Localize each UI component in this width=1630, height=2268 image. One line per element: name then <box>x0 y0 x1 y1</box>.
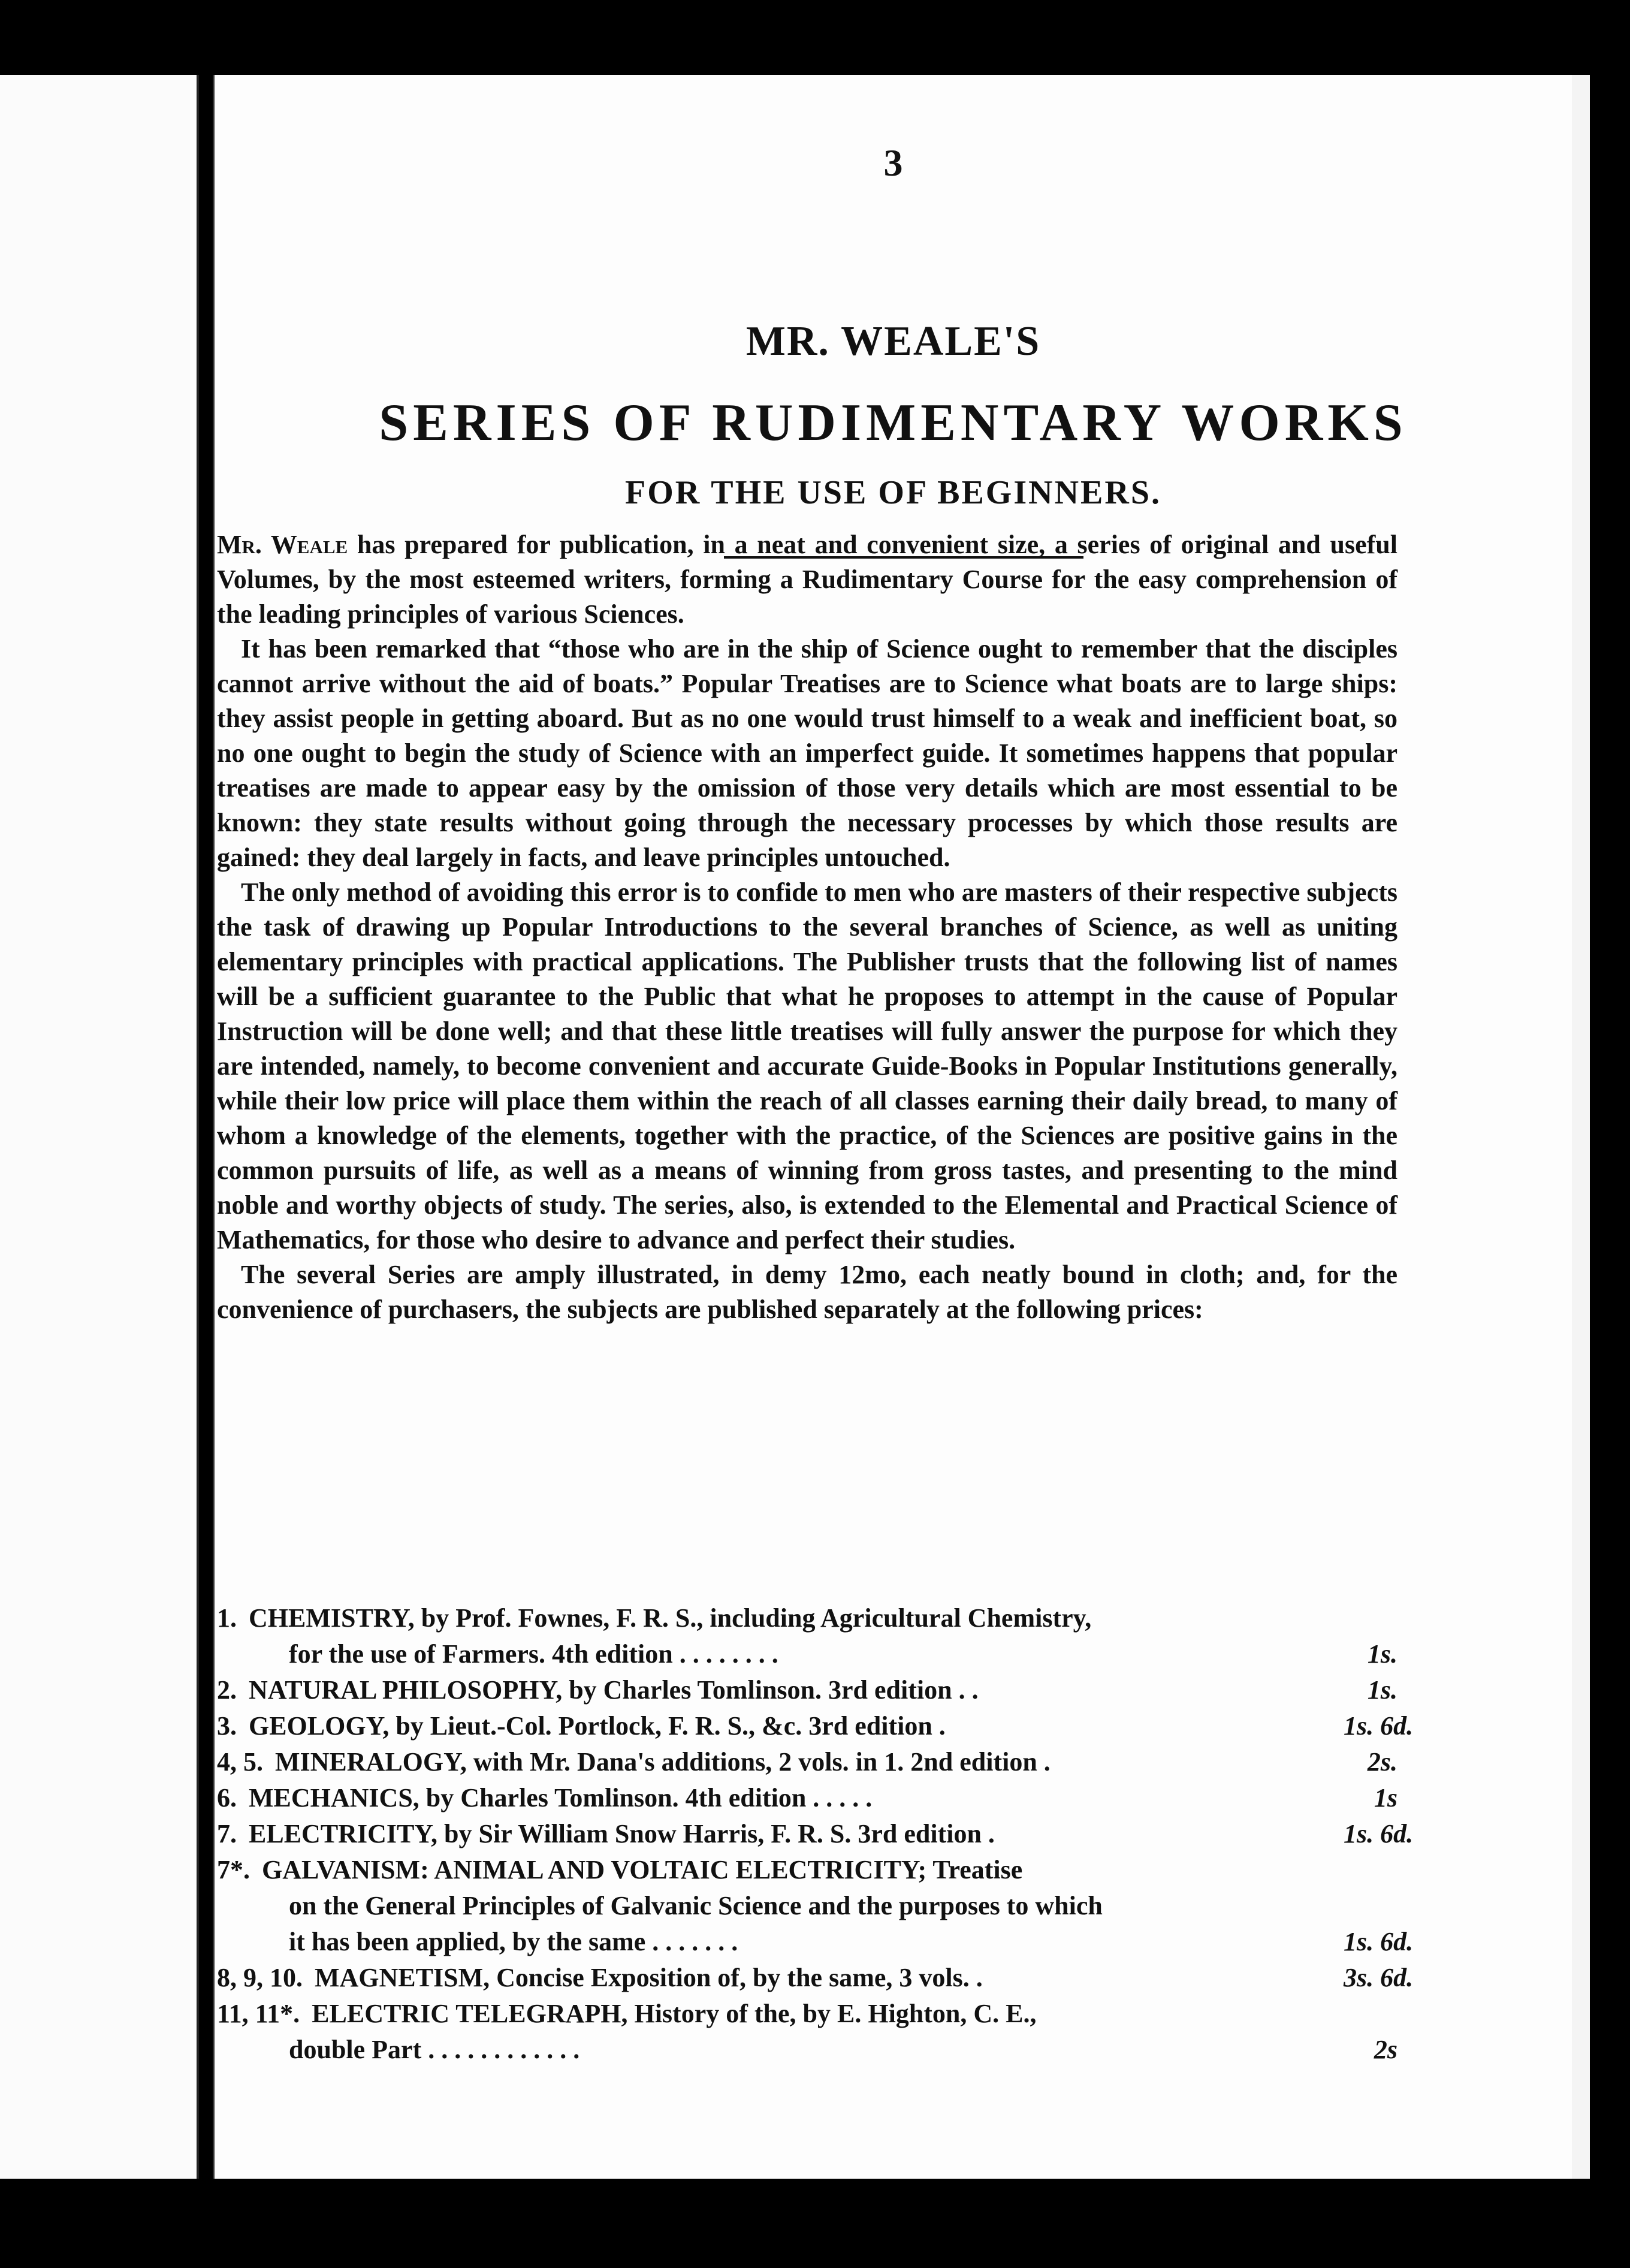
list-item <box>217 1780 1397 1816</box>
list-item-title-cont: double Part . . . . . . . . . . . . <box>289 2035 580 2064</box>
left-page-edge <box>0 75 199 2179</box>
list-item-number: 7. <box>217 1819 237 1848</box>
list-item-continuation <box>217 2032 1397 2068</box>
list-item-title: GALVANISM: ANIMAL AND VOLTAIC ELECTRICITY; Treatise <box>262 1855 1023 1884</box>
paragraph-1-text: has prepared for publication, in a neat and convenient size, a series of original and useful Volumes, by the most esteemed writers, forming a Rudimentary Course for the easy comprehension of the leading principles of various Sciences. <box>217 530 1397 629</box>
list-item-number: 3. <box>217 1711 237 1741</box>
list-item-number: 6. <box>217 1783 237 1812</box>
list-item-price: 1s <box>1374 1783 1397 1812</box>
list-item <box>217 1996 1397 2032</box>
list-item <box>217 1744 1397 1780</box>
paragraph-3: The only method of avoiding this error is to confide to men who are masters of their respective subjects the task of drawing up Popular Introductions to the several branches of Science, as well as uniting elementary principles with practical applications. The Publisher trusts that the following list of names will be a sufficient guarantee to the Public that what he proposes to attempt in the cause of Popular Instruction will be done well; and that these little treatises will fully answer the purpose for which they are intended, namely, to become convenient and accurate Guide-Books in Popular Institutions generally, while their low price will place them within the reach of all classes earning their daily bread, to many of whom a knowledge of the elements, together with the practice, of the Sciences are positive gains in the common pursuits of life, as well as a means of winning from gross tastes, and presenting to the mind noble and worthy objects of study. The series, also, is extended to the Elemental and Practical Science of Mathematics, for those who desire to advance and perfect their studies. <box>217 877 1397 1254</box>
list-item-title: MINERALOGY, with Mr. Dana's additions, 2 vols. in 1. 2nd edition . <box>275 1747 1051 1777</box>
list-item-title: CHEMISTRY, by Prof. Fownes, F. R. S., including Agricultural Chemistry, <box>249 1603 1092 1633</box>
list-item-price: 1s. 6d. <box>1344 1819 1414 1848</box>
paragraph-4: The several Series are amply illustrated, in demy 12mo, each neatly bound in cloth; and, for the convenience of purchasers, the subjects are published separately at the following prices: <box>217 1260 1397 1324</box>
list-item-number: 4, 5. <box>217 1747 263 1777</box>
list-item-price: 1s. 6d. <box>1344 1711 1414 1741</box>
heading-line-2: SERIES OF RUDIMENTARY WORKS <box>379 394 1408 452</box>
list-item-price: 1s. 6d. <box>1344 1927 1414 1956</box>
list-item <box>217 1960 1414 1996</box>
list-item-price: 1s. <box>1367 1675 1397 1705</box>
paragraph-1 <box>217 527 1397 632</box>
list-item-title-cont: it has been applied, by the same . . . . . . . <box>289 1927 738 1956</box>
list-item-price: 3s. 6d. <box>1344 1963 1414 1992</box>
list-item-number: 1. <box>217 1603 237 1633</box>
list-item <box>217 1816 1414 1852</box>
page-number: 3 <box>883 141 903 184</box>
list-item-title: GEOLOGY, by Lieut.-Col. Portlock, F. R. S., &c. 3rd edition . <box>249 1711 946 1741</box>
list-item-title: MAGNETISM, Concise Exposition of, by the same, 3 vols. . <box>315 1963 983 1992</box>
list-item-title: NATURAL PHILOSOPHY, by Charles Tomlinson. 3rd edition . . <box>249 1675 979 1705</box>
list-item <box>217 1600 1397 1636</box>
list-item-number: 2. <box>217 1675 237 1705</box>
list-item-title-cont: on the General Principles of Galvanic Science and the purposes to which <box>289 1891 1103 1920</box>
list-item <box>217 1708 1414 1744</box>
paragraph-2: It has been remarked that “those who are in the ship of Science ought to remember that the disciples cannot arrive without the aid of boats.” Popular Treatises are to Science what boats are to large ships: they assist people in getting aboard. But as no one would trust himself to a weak and inefficient boat, so no one ought to begin the study of Science with an imperfect guide. It sometimes happens that popular treatises are made to appear easy by the omission of those very details which are most essential to be known: they state results without going through the necessary processes by which those results are gained: they deal largely in facts, and leave principles untouched. <box>217 634 1397 872</box>
list-item-continuation <box>217 1636 1397 1672</box>
list-item-title-cont: for the use of Farmers. 4th edition . . . . . . . . <box>289 1639 778 1669</box>
paragraph-1-lead: Mr. Weale <box>217 530 348 559</box>
body-text <box>217 527 1397 1327</box>
list-item-title: ELECTRICITY, by Sir William Snow Harris, F. R. S. 3rd edition . <box>249 1819 995 1848</box>
list-item-number: 7*. <box>217 1855 250 1884</box>
list-item-price: 2s <box>1374 2035 1397 2064</box>
heading-line-3: FOR THE USE OF BEGINNERS. <box>625 474 1161 511</box>
list-item-price: 1s. <box>1367 1639 1397 1669</box>
list-item-continuation <box>217 1888 1397 1924</box>
list-item-title: ELECTRIC TELEGRAPH, History of the, by E. Highton, C. E., <box>312 1999 1037 2028</box>
right-page-edge <box>1570 75 1590 2179</box>
price-list <box>217 1600 1414 2068</box>
list-item <box>217 1852 1397 1888</box>
list-item-continuation <box>217 1924 1414 1960</box>
list-item-number: 8, 9, 10. <box>217 1963 303 1992</box>
list-item-number: 11, 11*. <box>217 1999 300 2028</box>
list-item-title: MECHANICS, by Charles Tomlinson. 4th edition . . . . . <box>249 1783 873 1812</box>
list-item-price: 2s. <box>1367 1747 1397 1777</box>
heading-line-1: MR. WEALE'S <box>745 318 1041 364</box>
list-item <box>217 1672 1397 1708</box>
